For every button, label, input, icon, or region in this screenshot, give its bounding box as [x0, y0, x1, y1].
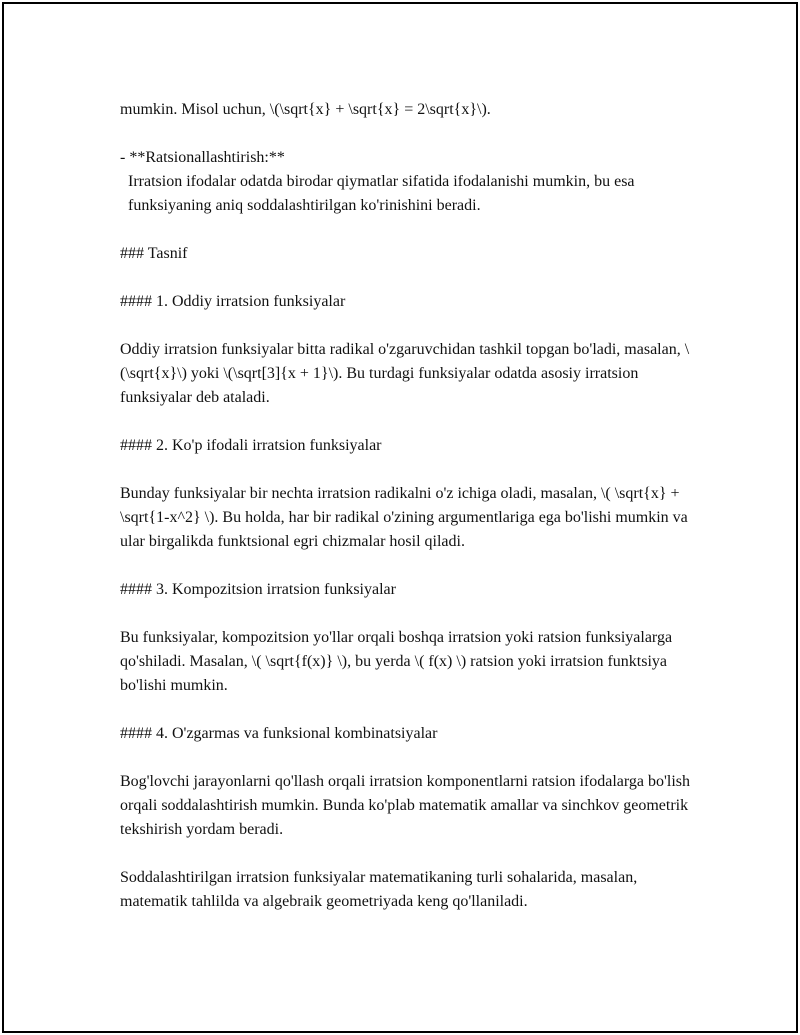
subheading-3: #### 3. Kompozitsion irratsion funksiyalar — [120, 581, 396, 598]
list-item-body: Irratsion ifodalar odatda birodar qiymatlar sifatida ifodalanishi mumkin, bu esa funksiyaning aniq soddalashtirilgan ko'rinishini beradi. — [128, 173, 635, 214]
paragraph-oddiy: Oddiy irratsion funksiyalar bitta radikal o'zgaruvchidan tashkil topgan bo'ladi, masalan, \(\sqrt{x}\) yoki \(\sqrt[3]{x + 1}\). Bu turdagi funksiyalar odatda asosiy irratsion funksiyalar deb ataladi. — [120, 341, 690, 406]
paragraph-kombinatsiya: Bog'lovchi jarayonlarni qo'llash orqali irratsion komponentlarni ratsion ifodalarga bo'lish orqali soddalashtirish mumkin. Bunda ko'plab matematik amallar va sinchkov geometrik tekshirish yordam beradi. — [120, 773, 691, 838]
page-frame — [2, 2, 798, 1033]
section-heading-tasnif: ### Tasnif — [120, 245, 188, 262]
subheading-2: #### 2. Ko'p ifodali irratsion funksiyalar — [120, 437, 382, 454]
paragraph-continuation: mumkin. Misol uchun, \(\sqrt{x} + \sqrt{x} = 2\sqrt{x}\). — [120, 101, 491, 118]
subheading-4: #### 4. O'zgarmas va funksional kombinatsiyalar — [120, 725, 438, 742]
paragraph-kop: Bunday funksiyalar bir nechta irratsion radikalni o'z ichiga oladi, masalan, \( \sqrt{x} + \sqrt{1-x^2} \). Bu holda, har bir radikal o'zining argumentlariga ega bo'lishi mumkin va ular birgalikda funktsional egri chizmalar hosil qiladi. — [120, 485, 688, 550]
paragraph-kompozitsion: Bu funksiyalar, kompozitsion yo'llar orqali boshqa irratsion yoki ratsion funksiyalarga qo'shiladi. Masalan, \( \sqrt{f(x)} \), bu yerda \( f(x) \) ratsion yoki irratsion funktsiya bo'lishi mumkin. — [120, 629, 673, 694]
document-body — [120, 98, 700, 938]
subheading-1: #### 1. Oddiy irratsion funksiyalar — [120, 293, 346, 310]
list-item — [120, 146, 700, 218]
list-item-heading: - **Ratsionallashtirish:** — [120, 149, 285, 166]
paragraph-xulosa: Soddalashtirilgan irratsion funksiyalar matematikaning turli sohalarida, masalan, matematik tahlilda va algebraik geometriyada keng qo'llaniladi. — [120, 869, 638, 910]
